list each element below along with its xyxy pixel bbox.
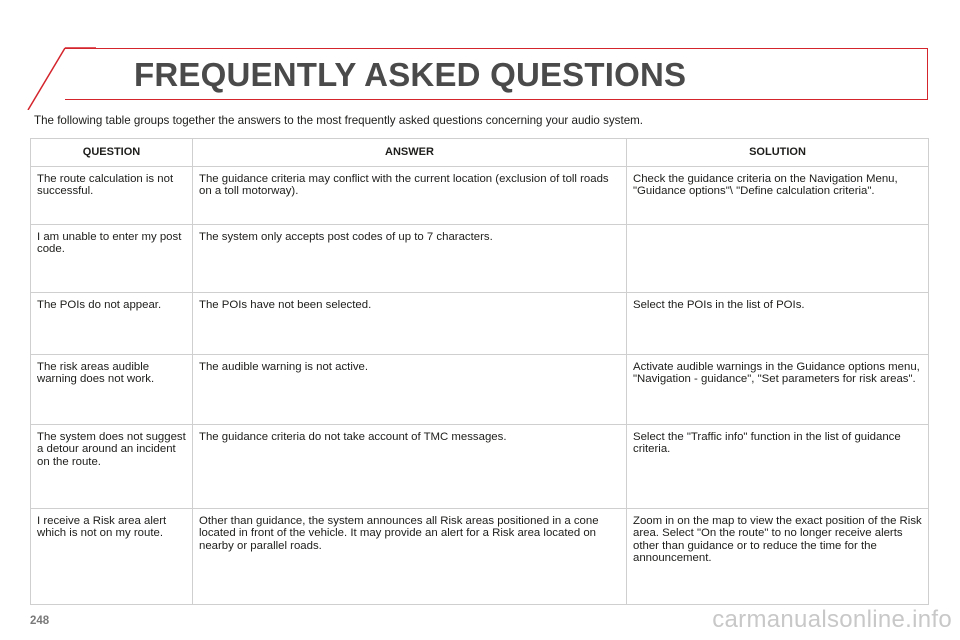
answer-cell: The POIs have not been selected. <box>193 293 627 355</box>
table-row <box>31 509 929 605</box>
column-header-answer: ANSWER <box>193 139 627 167</box>
question-cell: The risk areas audible warning does not work. <box>31 355 193 425</box>
solution-cell <box>627 225 929 293</box>
column-header-question: QUESTION <box>31 139 193 167</box>
table-row <box>31 425 929 509</box>
question-cell: The POIs do not appear. <box>31 293 193 355</box>
page-number: 248 <box>30 615 50 627</box>
solution-cell: Activate audible warnings in the Guidance options menu, "Navigation - guidance", "Set parameters for risk areas". <box>627 355 929 425</box>
answer-cell: Other than guidance, the system announces all Risk areas positioned in a cone located in front of the vehicle. It may provide an alert for a Risk area located on nearby or parallel roads. <box>193 509 627 605</box>
solution-cell: Zoom in on the map to view the exact position of the Risk area. Select "On the route" to no longer receive alerts other than guidance or to reduce the time for the announcement. <box>627 509 929 605</box>
page-title: FREQUENTLY ASKED QUESTIONS <box>134 56 687 93</box>
answer-cell: The guidance criteria may conflict with the current location (exclusion of toll roads on a toll motorway). <box>193 167 627 225</box>
table-header-row <box>31 139 929 167</box>
table-row <box>31 167 929 225</box>
solution-cell: Select the POIs in the list of POIs. <box>627 293 929 355</box>
solution-cell: Check the guidance criteria on the Navigation Menu, "Guidance options"\ "Define calculation criteria". <box>627 167 929 225</box>
faq-table <box>30 138 929 605</box>
solution-cell: Select the "Traffic info" function in the list of guidance criteria. <box>627 425 929 509</box>
answer-cell: The audible warning is not active. <box>193 355 627 425</box>
table-row <box>31 225 929 293</box>
question-cell: I am unable to enter my post code. <box>31 225 193 293</box>
answer-cell: The guidance criteria do not take account of TMC messages. <box>193 425 627 509</box>
table-row <box>31 355 929 425</box>
table-row <box>31 293 929 355</box>
watermark: carmanualsonline.info <box>712 606 952 633</box>
question-cell: The route calculation is not successful. <box>31 167 193 225</box>
question-cell: I receive a Risk area alert which is not on my route. <box>31 509 193 605</box>
intro-text: The following table groups together the answers to the most frequently asked questions concerning your audio system. <box>34 114 644 127</box>
answer-cell: The system only accepts post codes of up to 7 characters. <box>193 225 627 293</box>
question-cell: The system does not suggest a detour around an incident on the route. <box>31 425 193 509</box>
column-header-solution: SOLUTION <box>627 139 929 167</box>
